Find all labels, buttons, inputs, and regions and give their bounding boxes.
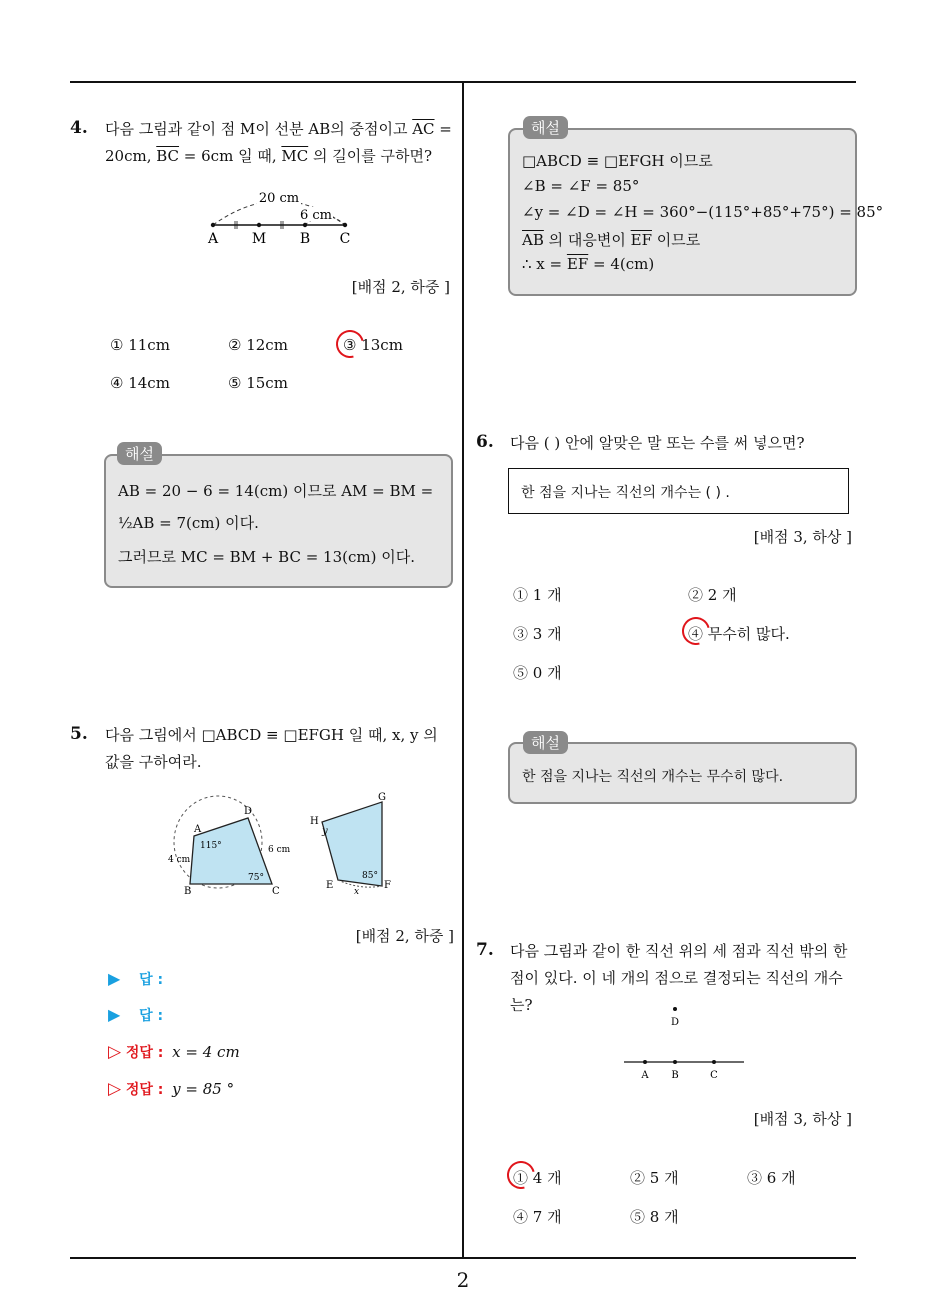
q4-fig-point-b: B [299,231,311,247]
q7-fig-b: B [671,1070,679,1081]
q4-score: [배점 2, 하중 ] [351,278,450,296]
page-number: 2 [456,1268,470,1292]
q4-choice-4[interactable]: ④ 14cm [110,374,170,392]
q5-fig-e: E [326,880,334,891]
q4-choice-2[interactable]: ② 12cm [228,336,288,354]
outline-arrow-icon: ▷ [108,1079,122,1099]
column-divider [462,82,464,1258]
q5-number: 5. [70,724,88,744]
q7-choice-4[interactable]: ④ 7 개 [513,1208,562,1226]
q5-solution-line4: $\overline{AB}$ 의 대응변이 $\overline{EF}$ 이므로 [522,231,701,249]
q6-choice-4[interactable]: ④ 무수히 많다. [688,625,790,643]
q6-fill-text: 한 점을 지나는 직선의 개수는 ( ) . [521,485,730,501]
q5-fig-angle-c: 75° [248,873,264,883]
play-arrow-icon: ▶ [108,1005,121,1024]
q5-solution-line2: ∠B = ∠F = 85° [522,177,640,195]
q7-choice-2[interactable]: ② 5 개 [630,1169,679,1187]
q7-score: [배점 3, 하상 ] [753,1110,852,1128]
q6-choice-2[interactable]: ② 2 개 [688,586,737,604]
q4-choice-1[interactable]: ① 11cm [110,336,170,354]
q6-choice-3[interactable]: ③ 3 개 [513,625,562,643]
bottom-rule [70,1257,856,1259]
q4-fig-point-c: C [339,231,351,247]
q4-solution-box [104,454,453,588]
q5-correct-row-1: ▷ 정답 : x = 4 cm [108,1042,240,1062]
q4-segment-figure [195,185,365,250]
outline-arrow-icon: ▷ [108,1042,122,1062]
q5-solution-box [508,128,884,296]
q5-solution-line3: ∠y = ∠D = ∠H = 360°−(115°+85°+75°) = 85° [522,203,884,221]
q7-selected-mark [502,1156,540,1194]
q5-fig-y: y [322,826,328,837]
q6-selected-mark [677,612,715,650]
q7-fig-d: D [670,1017,680,1028]
q6-score: [배점 3, 하상 ] [753,528,852,546]
q5-solution-line5: ∴ $x = \overline{EF} = 4(cm)$ [522,255,655,273]
q7-number: 7. [476,940,494,960]
q5-score: [배점 2, 하중 ] [355,927,454,945]
q4-fig-len-bc: 6 cm [299,208,333,223]
q4-fig-point-m: M [251,231,267,247]
q4-solution-line3: 그러므로 MC = BM + BC = 13(cm) 이다. [118,548,415,566]
q4-selected-mark [331,325,369,363]
q4-solution-line1: AB = 20 − 6 = 14(cm) 이므로 AM = BM = [118,482,434,500]
q5-answer-row-1: ▶ 답 : [108,969,164,988]
q7-choice-3[interactable]: ③ 6 개 [747,1169,796,1187]
q6-number: 6. [476,432,494,452]
q6-choice-1[interactable]: ① 1 개 [513,586,562,604]
q5-fig-len-ab: 4 cm [168,855,191,865]
q5-fig-angle-f: 85° [362,871,378,881]
q7-fig-c: C [710,1070,718,1081]
q4-number: 4. [70,118,88,138]
play-arrow-icon: ▶ [108,969,121,988]
q6-solution-tag: 해설 [523,731,568,754]
q6-text: 다음 ( ) 안에 알맞은 말 또는 수를 써 넣으면? [510,434,805,452]
q5-fig-b: B [184,886,192,897]
q5-fig-x: x [354,887,360,897]
q5-fig-c: C [272,886,280,897]
q4-choice-3[interactable]: ③ 13cm [343,336,403,354]
q7-choice-5[interactable]: ⑤ 8 개 [630,1208,679,1226]
q4-solution-tag: 해설 [117,442,162,465]
q4-text: 다음 그림과 같이 점 M이 선분 AB의 중점이고 $\overline{AC}$ = 20cm, $\overline{BC} = 6cm$ 일 때, $\overline{MC}$ 의 길이를 구하면? [105,120,452,165]
q6-choice-5[interactable]: ⑤ 0 개 [513,664,562,682]
q7-fig-a: A [641,1070,649,1081]
q5-solution-line1: □ABCD ≡ □EFGH 이므로 [522,152,713,170]
q6-fill-box [508,468,849,514]
q5-fig-len-dc: 6 cm [268,845,291,855]
q5-quadrilateral-figure [160,790,400,900]
q5-answer-row-2: ▶ 답 : [108,1005,164,1024]
q6-solution-line1: 한 점을 지나는 직선의 개수는 무수히 많다. [522,769,784,785]
q5-fig-a: A [194,824,202,835]
q4-fig-point-a: A [207,231,219,247]
q4-fig-len-ac: 20 cm [258,191,300,206]
q7-points-figure [620,1002,750,1082]
q5-fig-d: D [244,806,253,817]
q7-choice-1[interactable]: ① 4 개 [513,1169,562,1187]
q7-text: 다음 그림과 같이 한 직선 위의 세 점과 직선 밖의 한 점이 있다. 이 네 개의 점으로 결정되는 직선의 개수는? [510,942,848,1014]
q5-solution-tag: 해설 [523,116,568,139]
q5-fig-f: F [384,880,391,891]
q4-choice-5[interactable]: ⑤ 15cm [228,374,288,392]
q5-correct-row-2: ▷ 정답 : y = 85 ° [108,1079,235,1099]
q5-fig-angle-a: 115° [200,841,222,851]
q5-text: 다음 그림에서 □ABCD ≡ □EFGH 일 때, x, y 의 값을 구하여라. [105,726,438,771]
q5-fig-h: H [310,816,319,827]
q5-fig-g: G [378,792,386,803]
q4-solution-line2: ½AB = 7(cm) 이다. [118,514,259,532]
